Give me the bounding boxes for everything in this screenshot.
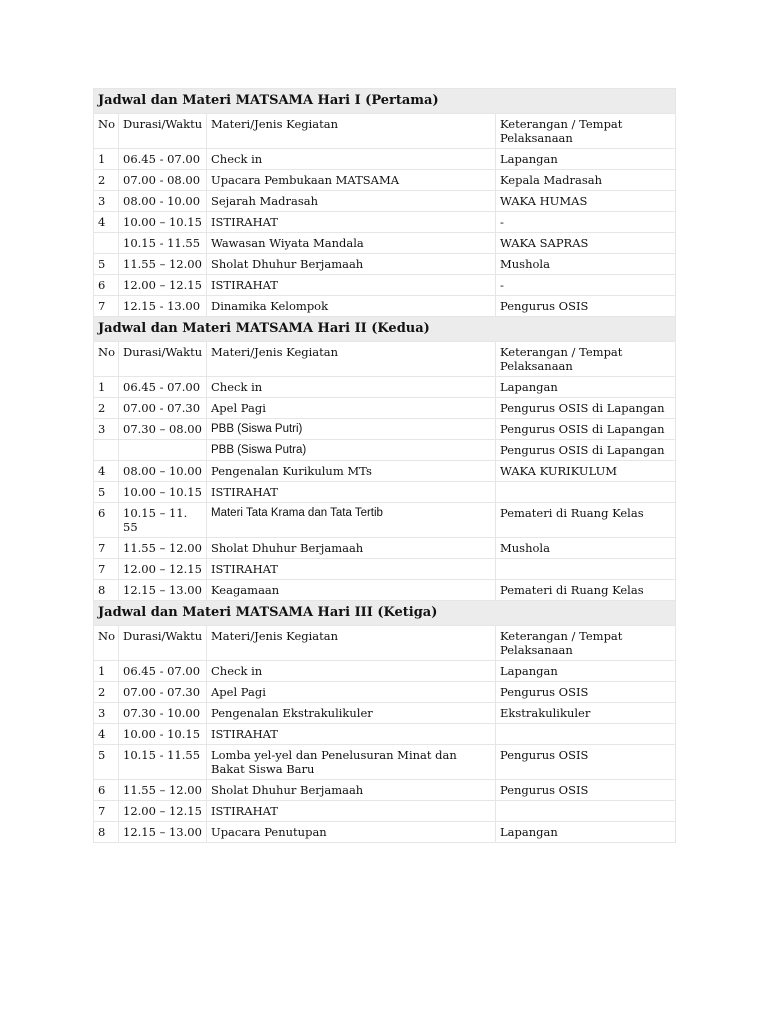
table-row [94, 745, 676, 780]
cell-materi: Keagamaan [207, 580, 496, 601]
cell-no: 6 [94, 503, 119, 538]
cell-materi: Sholat Dhuhur Berjamaah [207, 538, 496, 559]
cell-no: 3 [94, 191, 119, 212]
day-title-row [94, 89, 676, 114]
cell-durasi: 12.00 – 12.15 [119, 559, 207, 580]
table-row [94, 780, 676, 801]
cell-durasi: 07.00 - 07.30 [119, 398, 207, 419]
cell-materi: PBB (Siswa Putri) [207, 419, 496, 440]
cell-durasi: 12.00 – 12.15 [119, 801, 207, 822]
cell-no: 1 [94, 661, 119, 682]
cell-keterangan: Lapangan [496, 661, 676, 682]
table-row [94, 538, 676, 559]
cell-materi: Materi Tata Krama dan Tata Tertib [207, 503, 496, 538]
table-row [94, 703, 676, 724]
cell-materi: Pengenalan Kurikulum MTs [207, 461, 496, 482]
cell-keterangan: - [496, 275, 676, 296]
table-row [94, 377, 676, 398]
cell-keterangan: Pengurus OSIS di Lapangan [496, 398, 676, 419]
cell-keterangan: Pemateri di Ruang Kelas [496, 580, 676, 601]
cell-materi: Check in [207, 661, 496, 682]
day-title-row [94, 317, 676, 342]
schedule-table [93, 88, 676, 843]
cell-materi: Sejarah Madrasah [207, 191, 496, 212]
cell-durasi: 12.00 – 12.15 [119, 275, 207, 296]
table-row [94, 254, 676, 275]
cell-durasi: 11.55 – 12.00 [119, 780, 207, 801]
cell-keterangan: - [496, 212, 676, 233]
cell-keterangan: WAKA HUMAS [496, 191, 676, 212]
cell-no: 1 [94, 149, 119, 170]
cell-materi: Check in [207, 149, 496, 170]
cell-durasi: 12.15 - 13.00 [119, 296, 207, 317]
cell-durasi: 07.00 - 07.30 [119, 682, 207, 703]
cell-no: 5 [94, 482, 119, 503]
table-row [94, 419, 676, 440]
column-header-materi: Materi/Jenis Kegiatan [207, 114, 496, 149]
table-row [94, 191, 676, 212]
column-header-durasi: Durasi/Waktu [119, 342, 207, 377]
cell-durasi: 07.30 – 08.00 [119, 419, 207, 440]
cell-no: 7 [94, 538, 119, 559]
cell-no: 5 [94, 745, 119, 780]
table-row [94, 801, 676, 822]
column-header-durasi: Durasi/Waktu [119, 114, 207, 149]
cell-no: 4 [94, 724, 119, 745]
table-row [94, 661, 676, 682]
cell-materi: ISTIRAHAT [207, 801, 496, 822]
table-row [94, 580, 676, 601]
cell-durasi: 08.00 – 10.00 [119, 461, 207, 482]
cell-keterangan: Lapangan [496, 377, 676, 398]
table-row [94, 233, 676, 254]
cell-no: 1 [94, 377, 119, 398]
table-row [94, 275, 676, 296]
cell-keterangan: Pengurus OSIS [496, 780, 676, 801]
cell-keterangan [496, 724, 676, 745]
cell-keterangan: Pengurus OSIS [496, 296, 676, 317]
cell-keterangan: Pengurus OSIS [496, 682, 676, 703]
cell-materi: PBB (Siswa Putra) [207, 440, 496, 461]
day-title: Jadwal dan Materi MATSAMA Hari III (Ketiga) [94, 601, 676, 626]
column-header-keterangan: Keterangan / Tempat Pelaksanaan [496, 626, 676, 661]
cell-no: 8 [94, 822, 119, 843]
table-row [94, 440, 676, 461]
cell-keterangan: WAKA SAPRAS [496, 233, 676, 254]
cell-materi: Sholat Dhuhur Berjamaah [207, 780, 496, 801]
cell-keterangan: Pengurus OSIS di Lapangan [496, 419, 676, 440]
cell-durasi: 06.45 - 07.00 [119, 377, 207, 398]
schedule-document [93, 88, 675, 843]
cell-no: 5 [94, 254, 119, 275]
cell-materi: Check in [207, 377, 496, 398]
cell-keterangan: Ekstrakulikuler [496, 703, 676, 724]
cell-durasi: 12.15 – 13.00 [119, 822, 207, 843]
day-title: Jadwal dan Materi MATSAMA Hari II (Kedua) [94, 317, 676, 342]
cell-keterangan: Lapangan [496, 822, 676, 843]
cell-keterangan [496, 482, 676, 503]
cell-no: 4 [94, 461, 119, 482]
column-header-no: No [94, 342, 119, 377]
column-header-materi: Materi/Jenis Kegiatan [207, 342, 496, 377]
day-title: Jadwal dan Materi MATSAMA Hari I (Pertama) [94, 89, 676, 114]
table-row [94, 724, 676, 745]
table-row [94, 482, 676, 503]
cell-materi: Apel Pagi [207, 682, 496, 703]
column-header-keterangan: Keterangan / Tempat Pelaksanaan [496, 114, 676, 149]
cell-keterangan: Lapangan [496, 149, 676, 170]
cell-materi: Upacara Pembukaan MATSAMA [207, 170, 496, 191]
cell-no: 7 [94, 296, 119, 317]
cell-keterangan: Kepala Madrasah [496, 170, 676, 191]
cell-no: 7 [94, 559, 119, 580]
cell-materi: Dinamika Kelompok [207, 296, 496, 317]
cell-durasi: 07.00 - 08.00 [119, 170, 207, 191]
cell-keterangan: Pengurus OSIS di Lapangan [496, 440, 676, 461]
cell-materi: ISTIRAHAT [207, 212, 496, 233]
cell-durasi: 10.00 – 10.15 [119, 482, 207, 503]
column-header-row [94, 114, 676, 149]
column-header-durasi: Durasi/Waktu [119, 626, 207, 661]
table-row [94, 559, 676, 580]
cell-keterangan [496, 559, 676, 580]
cell-keterangan: Mushola [496, 538, 676, 559]
cell-durasi: 11.55 – 12.00 [119, 538, 207, 559]
table-row [94, 149, 676, 170]
cell-durasi: 06.45 - 07.00 [119, 149, 207, 170]
table-row [94, 682, 676, 703]
cell-durasi: 10.15 – 11. 55 [119, 503, 207, 538]
cell-keterangan: WAKA KURIKULUM [496, 461, 676, 482]
cell-keterangan: Pemateri di Ruang Kelas [496, 503, 676, 538]
cell-no: 2 [94, 682, 119, 703]
cell-keterangan: Mushola [496, 254, 676, 275]
cell-no: 2 [94, 170, 119, 191]
table-row [94, 461, 676, 482]
cell-no: 2 [94, 398, 119, 419]
cell-materi: Wawasan Wiyata Mandala [207, 233, 496, 254]
day-title-row [94, 601, 676, 626]
column-header-row [94, 342, 676, 377]
cell-no: 3 [94, 419, 119, 440]
cell-durasi: 08.00 - 10.00 [119, 191, 207, 212]
cell-no [94, 440, 119, 461]
table-row [94, 398, 676, 419]
cell-materi: Apel Pagi [207, 398, 496, 419]
cell-no: 7 [94, 801, 119, 822]
cell-materi: ISTIRAHAT [207, 275, 496, 296]
table-row [94, 170, 676, 191]
cell-materi: ISTIRAHAT [207, 482, 496, 503]
cell-keterangan: Pengurus OSIS [496, 745, 676, 780]
column-header-materi: Materi/Jenis Kegiatan [207, 626, 496, 661]
cell-durasi: 10.00 - 10.15 [119, 724, 207, 745]
cell-no: 3 [94, 703, 119, 724]
cell-durasi: 06.45 - 07.00 [119, 661, 207, 682]
table-row [94, 822, 676, 843]
cell-materi: Sholat Dhuhur Berjamaah [207, 254, 496, 275]
cell-materi: Pengenalan Ekstrakulikuler [207, 703, 496, 724]
cell-durasi: 12.15 – 13.00 [119, 580, 207, 601]
cell-materi: ISTIRAHAT [207, 724, 496, 745]
column-header-row [94, 626, 676, 661]
column-header-no: No [94, 114, 119, 149]
cell-no: 6 [94, 275, 119, 296]
cell-no: 6 [94, 780, 119, 801]
cell-materi: Upacara Penutupan [207, 822, 496, 843]
cell-no: 8 [94, 580, 119, 601]
column-header-keterangan: Keterangan / Tempat Pelaksanaan [496, 342, 676, 377]
cell-materi: ISTIRAHAT [207, 559, 496, 580]
cell-no: 4 [94, 212, 119, 233]
table-row [94, 212, 676, 233]
cell-keterangan [496, 801, 676, 822]
cell-durasi: 07.30 - 10.00 [119, 703, 207, 724]
column-header-no: No [94, 626, 119, 661]
cell-durasi: 10.15 - 11.55 [119, 745, 207, 780]
cell-materi: Lomba yel-yel dan Penelusuran Minat dan Bakat Siswa Baru [207, 745, 496, 780]
cell-durasi: 10.00 – 10.15 [119, 212, 207, 233]
table-row [94, 296, 676, 317]
cell-no [94, 233, 119, 254]
cell-durasi: 11.55 – 12.00 [119, 254, 207, 275]
cell-durasi: 10.15 - 11.55 [119, 233, 207, 254]
table-row [94, 503, 676, 538]
cell-durasi [119, 440, 207, 461]
